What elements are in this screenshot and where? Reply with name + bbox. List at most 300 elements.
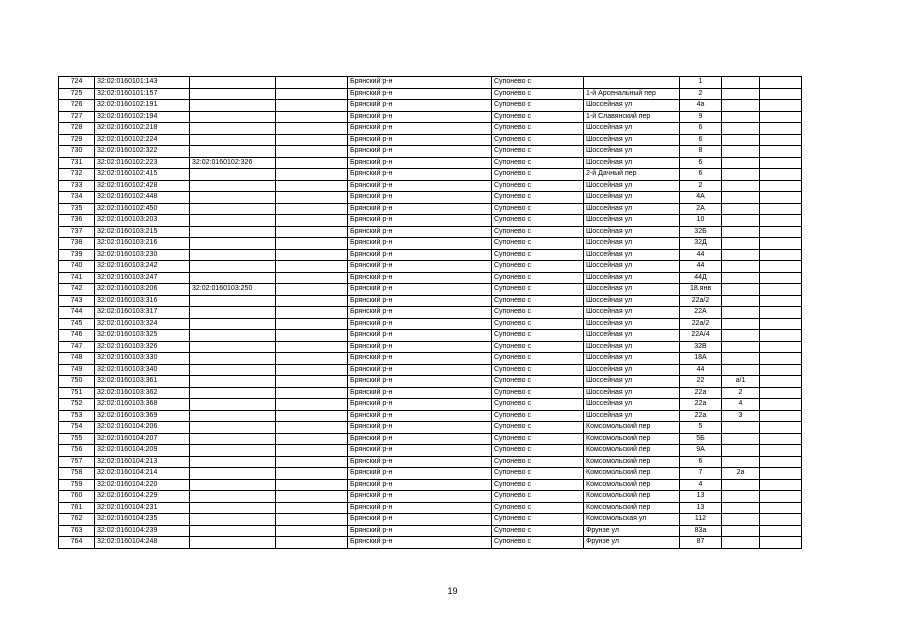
row-number-cell: 726	[59, 100, 95, 112]
table-row	[59, 387, 802, 399]
extra-cell	[760, 525, 802, 537]
street-cell: Шоссейная ул	[584, 100, 680, 112]
extra-cell	[760, 146, 802, 158]
district-cell: Брянский р-н	[348, 215, 492, 227]
district-cell: Брянский р-н	[348, 226, 492, 238]
cadastral-number-cell: 32:02:0160104:209	[95, 445, 190, 457]
blank-cell	[276, 341, 348, 353]
settlement-cell: Супонево с	[492, 249, 584, 261]
row-number-cell: 731	[59, 157, 95, 169]
settlement-cell: Супонево с	[492, 318, 584, 330]
building-cell	[722, 272, 760, 284]
linked-cadastral-number-cell	[190, 88, 276, 100]
street-cell: Шоссейная ул	[584, 226, 680, 238]
linked-cadastral-number-cell	[190, 318, 276, 330]
extra-cell	[760, 514, 802, 526]
street-cell: Шоссейная ул	[584, 341, 680, 353]
extra-cell	[760, 330, 802, 342]
building-cell	[722, 307, 760, 319]
building-cell	[722, 341, 760, 353]
building-cell	[722, 491, 760, 503]
district-cell: Брянский р-н	[348, 192, 492, 204]
table-row	[59, 353, 802, 365]
table-row	[59, 157, 802, 169]
settlement-cell: Супонево с	[492, 134, 584, 146]
blank-cell	[276, 157, 348, 169]
house-number-cell: 44Д	[680, 272, 722, 284]
street-cell: Фрунзе ул	[584, 525, 680, 537]
building-cell	[722, 261, 760, 273]
district-cell: Брянский р-н	[348, 353, 492, 365]
table-row	[59, 215, 802, 227]
house-number-cell: 44	[680, 261, 722, 273]
settlement-cell: Супонево с	[492, 307, 584, 319]
district-cell: Брянский р-н	[348, 410, 492, 422]
extra-cell	[760, 479, 802, 491]
cadastral-number-cell: 32:02:0160103:203	[95, 215, 190, 227]
street-cell: Комсомольский пер	[584, 456, 680, 468]
linked-cadastral-number-cell	[190, 456, 276, 468]
row-number-cell: 727	[59, 111, 95, 123]
linked-cadastral-number-cell	[190, 468, 276, 480]
district-cell: Брянский р-н	[348, 123, 492, 135]
street-cell: Шоссейная ул	[584, 295, 680, 307]
street-cell: Шоссейная ул	[584, 249, 680, 261]
house-number-cell: 6	[680, 157, 722, 169]
cadastral-number-cell: 32:02:0160101:157	[95, 88, 190, 100]
extra-cell	[760, 468, 802, 480]
street-cell: Комсомольский пер	[584, 491, 680, 503]
linked-cadastral-number-cell	[190, 226, 276, 238]
row-number-cell: 756	[59, 445, 95, 457]
linked-cadastral-number-cell	[190, 433, 276, 445]
cadastral-number-cell: 32:02:0160102:224	[95, 134, 190, 146]
building-cell	[722, 249, 760, 261]
row-number-cell: 733	[59, 180, 95, 192]
district-cell: Брянский р-н	[348, 157, 492, 169]
row-number-cell: 728	[59, 123, 95, 135]
building-cell	[722, 295, 760, 307]
street-cell: Комсомольский пер	[584, 479, 680, 491]
house-number-cell: 4а	[680, 100, 722, 112]
linked-cadastral-number-cell	[190, 215, 276, 227]
district-cell: Брянский р-н	[348, 180, 492, 192]
street-cell: 1-й Славянский пер	[584, 111, 680, 123]
house-number-cell: 22а/2	[680, 295, 722, 307]
house-number-cell: 87	[680, 537, 722, 549]
table-row	[59, 100, 802, 112]
house-number-cell: 22А/4	[680, 330, 722, 342]
extra-cell	[760, 387, 802, 399]
settlement-cell: Супонево с	[492, 445, 584, 457]
blank-cell	[276, 376, 348, 388]
district-cell: Брянский р-н	[348, 341, 492, 353]
cadastral-number-cell: 32:02:0160102:191	[95, 100, 190, 112]
settlement-cell: Супонево с	[492, 514, 584, 526]
blank-cell	[276, 180, 348, 192]
district-cell: Брянский р-н	[348, 249, 492, 261]
settlement-cell: Супонево с	[492, 169, 584, 181]
linked-cadastral-number-cell	[190, 364, 276, 376]
street-cell: Комсомольский пер	[584, 502, 680, 514]
row-number-cell: 742	[59, 284, 95, 296]
building-cell	[722, 433, 760, 445]
settlement-cell: Супонево с	[492, 525, 584, 537]
cadastral-number-cell: 32:02:0160103:216	[95, 238, 190, 250]
row-number-cell: 744	[59, 307, 95, 319]
extra-cell	[760, 77, 802, 89]
extra-cell	[760, 422, 802, 434]
row-number-cell: 734	[59, 192, 95, 204]
building-cell	[722, 353, 760, 365]
street-cell: Шоссейная ул	[584, 215, 680, 227]
linked-cadastral-number-cell	[190, 249, 276, 261]
building-cell: а/1	[722, 376, 760, 388]
building-cell	[722, 88, 760, 100]
row-number-cell: 761	[59, 502, 95, 514]
house-number-cell: 5	[680, 422, 722, 434]
street-cell: 2-й Дачный пер	[584, 169, 680, 181]
linked-cadastral-number-cell	[190, 203, 276, 215]
table-row	[59, 422, 802, 434]
district-cell: Брянский р-н	[348, 502, 492, 514]
cadastral-number-cell: 32:02:0160103:362	[95, 387, 190, 399]
linked-cadastral-number-cell	[190, 261, 276, 273]
row-number-cell: 754	[59, 422, 95, 434]
house-number-cell: 18А	[680, 353, 722, 365]
cadastral-number-cell: 32:02:0160104:235	[95, 514, 190, 526]
linked-cadastral-number-cell: 32:02:0160103:250	[190, 284, 276, 296]
extra-cell	[760, 491, 802, 503]
blank-cell	[276, 192, 348, 204]
row-number-cell: 755	[59, 433, 95, 445]
extra-cell	[760, 134, 802, 146]
house-number-cell: 4А	[680, 192, 722, 204]
building-cell	[722, 134, 760, 146]
building-cell	[722, 111, 760, 123]
property-register-table	[58, 76, 802, 549]
table-row	[59, 261, 802, 273]
extra-cell	[760, 445, 802, 457]
extra-cell	[760, 169, 802, 181]
extra-cell	[760, 88, 802, 100]
cadastral-number-cell: 32:02:0160104:214	[95, 468, 190, 480]
house-number-cell: 6	[680, 456, 722, 468]
building-cell	[722, 422, 760, 434]
district-cell: Брянский р-н	[348, 445, 492, 457]
house-number-cell: 22а	[680, 399, 722, 411]
table-body	[59, 77, 802, 549]
district-cell: Брянский р-н	[348, 537, 492, 549]
linked-cadastral-number-cell	[190, 353, 276, 365]
extra-cell	[760, 364, 802, 376]
linked-cadastral-number-cell	[190, 100, 276, 112]
table-row	[59, 284, 802, 296]
street-cell: Шоссейная ул	[584, 203, 680, 215]
extra-cell	[760, 192, 802, 204]
building-cell	[722, 100, 760, 112]
settlement-cell: Супонево с	[492, 284, 584, 296]
extra-cell	[760, 376, 802, 388]
linked-cadastral-number-cell	[190, 387, 276, 399]
cadastral-number-cell: 32:02:0160102:218	[95, 123, 190, 135]
table-row	[59, 226, 802, 238]
street-cell: Шоссейная ул	[584, 387, 680, 399]
cadastral-number-cell: 32:02:0160104:229	[95, 491, 190, 503]
settlement-cell: Супонево с	[492, 364, 584, 376]
house-number-cell: 83а	[680, 525, 722, 537]
extra-cell	[760, 261, 802, 273]
table-row	[59, 376, 802, 388]
street-cell: Шоссейная ул	[584, 307, 680, 319]
street-cell: Шоссейная ул	[584, 284, 680, 296]
blank-cell	[276, 226, 348, 238]
blank-cell	[276, 399, 348, 411]
house-number-cell: 6	[680, 134, 722, 146]
row-number-cell: 730	[59, 146, 95, 158]
blank-cell	[276, 433, 348, 445]
cadastral-number-cell: 32:02:0160104:207	[95, 433, 190, 445]
linked-cadastral-number-cell	[190, 479, 276, 491]
extra-cell	[760, 399, 802, 411]
house-number-cell: 10	[680, 215, 722, 227]
table-row	[59, 307, 802, 319]
row-number-cell: 746	[59, 330, 95, 342]
cadastral-number-cell: 32:02:0160103:325	[95, 330, 190, 342]
cadastral-number-cell: 32:02:0160103:361	[95, 376, 190, 388]
cadastral-number-cell: 32:02:0160103:317	[95, 307, 190, 319]
blank-cell	[276, 318, 348, 330]
street-cell: Шоссейная ул	[584, 376, 680, 388]
building-cell	[722, 238, 760, 250]
cadastral-number-cell: 32:02:0160104:206	[95, 422, 190, 434]
cadastral-number-cell: 32:02:0160103:242	[95, 261, 190, 273]
blank-cell	[276, 238, 348, 250]
district-cell: Брянский р-н	[348, 433, 492, 445]
linked-cadastral-number-cell: 32:02:0160102:326	[190, 157, 276, 169]
street-cell: Шоссейная ул	[584, 364, 680, 376]
building-cell	[722, 146, 760, 158]
settlement-cell: Супонево с	[492, 353, 584, 365]
table-row	[59, 77, 802, 89]
linked-cadastral-number-cell	[190, 169, 276, 181]
settlement-cell: Супонево с	[492, 100, 584, 112]
table-row	[59, 249, 802, 261]
row-number-cell: 760	[59, 491, 95, 503]
street-cell: Шоссейная ул	[584, 157, 680, 169]
house-number-cell: 44	[680, 364, 722, 376]
settlement-cell: Супонево с	[492, 111, 584, 123]
settlement-cell: Супонево с	[492, 215, 584, 227]
blank-cell	[276, 537, 348, 549]
house-number-cell: 22	[680, 376, 722, 388]
blank-cell	[276, 456, 348, 468]
cadastral-number-cell: 32:02:0160101:143	[95, 77, 190, 89]
house-number-cell: 1	[680, 77, 722, 89]
linked-cadastral-number-cell	[190, 422, 276, 434]
blank-cell	[276, 364, 348, 376]
settlement-cell: Супонево с	[492, 226, 584, 238]
building-cell	[722, 364, 760, 376]
house-number-cell: 22А	[680, 307, 722, 319]
district-cell: Брянский р-н	[348, 514, 492, 526]
district-cell: Брянский р-н	[348, 364, 492, 376]
district-cell: Брянский р-н	[348, 318, 492, 330]
blank-cell	[276, 353, 348, 365]
district-cell: Брянский р-н	[348, 525, 492, 537]
street-cell: Комсомольский пер	[584, 445, 680, 457]
blank-cell	[276, 77, 348, 89]
house-number-cell: 4	[680, 479, 722, 491]
building-cell	[722, 215, 760, 227]
table-row	[59, 433, 802, 445]
settlement-cell: Супонево с	[492, 192, 584, 204]
table-row	[59, 364, 802, 376]
linked-cadastral-number-cell	[190, 307, 276, 319]
row-number-cell: 745	[59, 318, 95, 330]
street-cell: Шоссейная ул	[584, 123, 680, 135]
extra-cell	[760, 410, 802, 422]
settlement-cell: Супонево с	[492, 433, 584, 445]
extra-cell	[760, 157, 802, 169]
street-cell: Шоссейная ул	[584, 134, 680, 146]
table-row	[59, 468, 802, 480]
cadastral-number-cell: 32:02:0160103:330	[95, 353, 190, 365]
settlement-cell: Супонево с	[492, 422, 584, 434]
building-cell: 4	[722, 399, 760, 411]
row-number-cell: 740	[59, 261, 95, 273]
table-row	[59, 111, 802, 123]
settlement-cell: Супонево с	[492, 180, 584, 192]
district-cell: Брянский р-н	[348, 456, 492, 468]
linked-cadastral-number-cell	[190, 410, 276, 422]
cadastral-number-cell: 32:02:0160102:415	[95, 169, 190, 181]
cadastral-number-cell: 32:02:0160103:340	[95, 364, 190, 376]
row-number-cell: 729	[59, 134, 95, 146]
settlement-cell: Супонево с	[492, 238, 584, 250]
blank-cell	[276, 330, 348, 342]
house-number-cell: 9А	[680, 445, 722, 457]
blank-cell	[276, 100, 348, 112]
table-row	[59, 399, 802, 411]
building-cell	[722, 318, 760, 330]
row-number-cell: 748	[59, 353, 95, 365]
house-number-cell: 112	[680, 514, 722, 526]
row-number-cell: 750	[59, 376, 95, 388]
extra-cell	[760, 203, 802, 215]
street-cell: Комсомольская ул	[584, 514, 680, 526]
street-cell: Комсомольский пер	[584, 433, 680, 445]
table-row	[59, 146, 802, 158]
blank-cell	[276, 445, 348, 457]
house-number-cell: 7	[680, 468, 722, 480]
district-cell: Брянский р-н	[348, 111, 492, 123]
settlement-cell: Супонево с	[492, 146, 584, 158]
table-row	[59, 514, 802, 526]
cadastral-number-cell: 32:02:0160103:206	[95, 284, 190, 296]
settlement-cell: Супонево с	[492, 376, 584, 388]
row-number-cell: 738	[59, 238, 95, 250]
district-cell: Брянский р-н	[348, 169, 492, 181]
extra-cell	[760, 100, 802, 112]
extra-cell	[760, 307, 802, 319]
settlement-cell: Супонево с	[492, 203, 584, 215]
blank-cell	[276, 203, 348, 215]
blank-cell	[276, 134, 348, 146]
linked-cadastral-number-cell	[190, 502, 276, 514]
blank-cell	[276, 123, 348, 135]
table-row	[59, 134, 802, 146]
street-cell: Шоссейная ул	[584, 399, 680, 411]
house-number-cell: 2А	[680, 203, 722, 215]
street-cell: Шоссейная ул	[584, 318, 680, 330]
district-cell: Брянский р-н	[348, 100, 492, 112]
table-row	[59, 491, 802, 503]
linked-cadastral-number-cell	[190, 341, 276, 353]
district-cell: Брянский р-н	[348, 284, 492, 296]
cadastral-number-cell: 32:02:0160104:248	[95, 537, 190, 549]
building-cell	[722, 445, 760, 457]
district-cell: Брянский р-н	[348, 399, 492, 411]
settlement-cell: Супонево с	[492, 410, 584, 422]
blank-cell	[276, 468, 348, 480]
blank-cell	[276, 422, 348, 434]
row-number-cell: 753	[59, 410, 95, 422]
cadastral-number-cell: 32:02:0160102:450	[95, 203, 190, 215]
extra-cell	[760, 502, 802, 514]
row-number-cell: 749	[59, 364, 95, 376]
extra-cell	[760, 272, 802, 284]
table-row	[59, 295, 802, 307]
settlement-cell: Супонево с	[492, 468, 584, 480]
building-cell	[722, 456, 760, 468]
building-cell	[722, 514, 760, 526]
blank-cell	[276, 479, 348, 491]
house-number-cell: 9	[680, 111, 722, 123]
row-number-cell: 736	[59, 215, 95, 227]
table-row	[59, 192, 802, 204]
street-cell: Шоссейная ул	[584, 180, 680, 192]
extra-cell	[760, 111, 802, 123]
building-cell	[722, 479, 760, 491]
settlement-cell: Супонево с	[492, 295, 584, 307]
building-cell	[722, 169, 760, 181]
extra-cell	[760, 341, 802, 353]
house-number-cell: 22а/2	[680, 318, 722, 330]
row-number-cell: 758	[59, 468, 95, 480]
table-row	[59, 169, 802, 181]
house-number-cell: 32Д	[680, 238, 722, 250]
row-number-cell: 732	[59, 169, 95, 181]
building-cell	[722, 226, 760, 238]
row-number-cell: 747	[59, 341, 95, 353]
row-number-cell: 757	[59, 456, 95, 468]
blank-cell	[276, 295, 348, 307]
table-row	[59, 272, 802, 284]
blank-cell	[276, 502, 348, 514]
table-row	[59, 537, 802, 549]
table-row	[59, 525, 802, 537]
linked-cadastral-number-cell	[190, 295, 276, 307]
linked-cadastral-number-cell	[190, 514, 276, 526]
blank-cell	[276, 146, 348, 158]
linked-cadastral-number-cell	[190, 146, 276, 158]
street-cell: Шоссейная ул	[584, 410, 680, 422]
house-number-cell: 6	[680, 123, 722, 135]
building-cell	[722, 502, 760, 514]
row-number-cell: 764	[59, 537, 95, 549]
district-cell: Брянский р-н	[348, 491, 492, 503]
